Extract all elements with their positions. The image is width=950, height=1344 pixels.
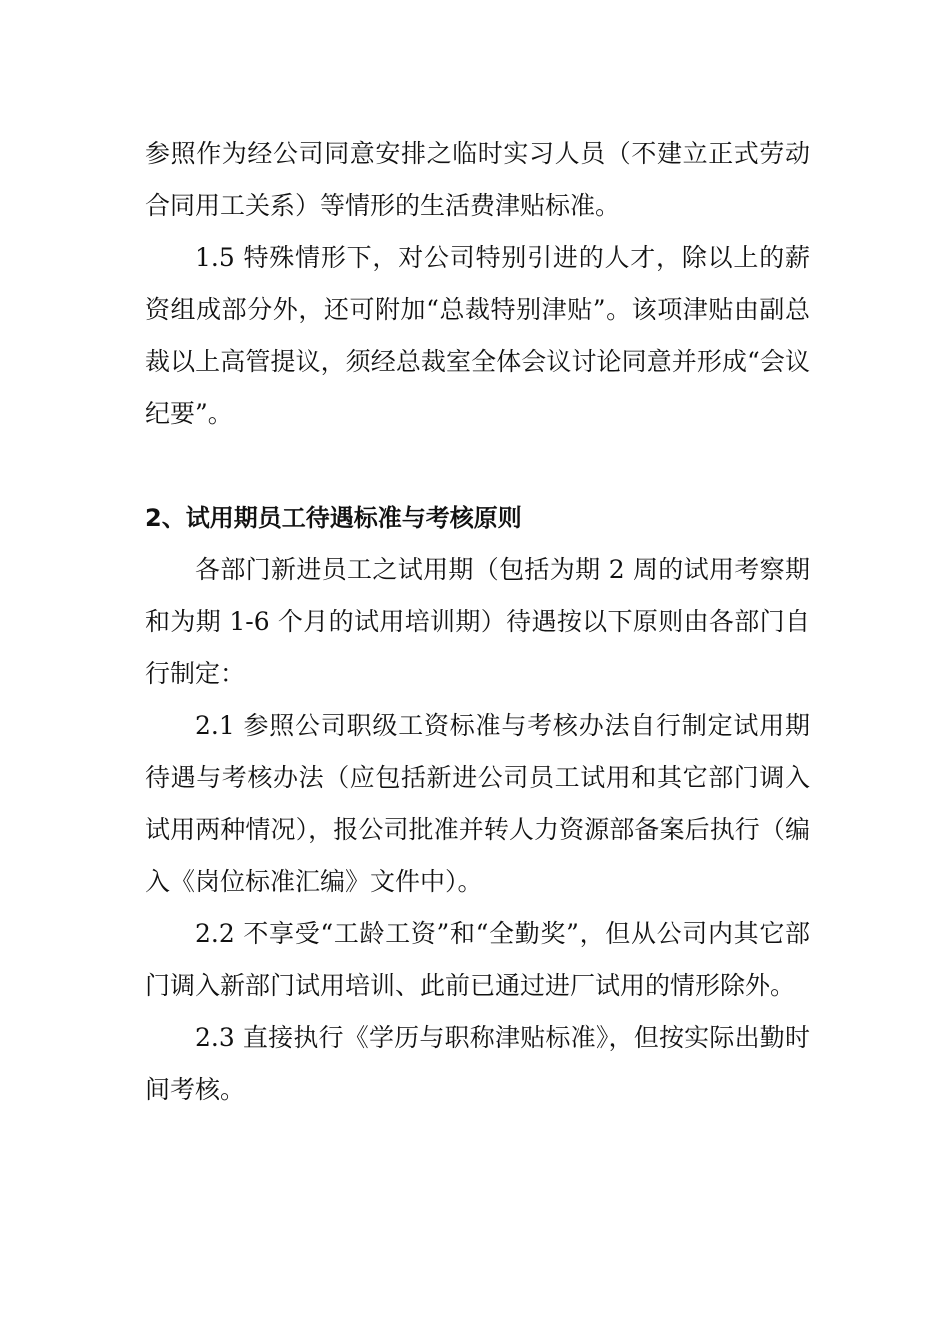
- paragraph-spacer: [145, 440, 810, 492]
- document-body: [145, 128, 810, 1116]
- section-heading-probation: 2、试用期员工待遇标准与考核原则: [145, 504, 522, 532]
- paragraph-2-3: 2.3 直接执行《学历与职称津贴标准》，但按实际出勤时间考核。: [145, 1023, 810, 1104]
- paragraph-2-2: 2.2 不享受“工龄工资”和“全勤奖”，但从公司内其它部门调入新部门试用培训、此前已通过进厂试用的情形除外。: [145, 919, 810, 1000]
- paragraph-probation-intro: 各部门新进员工之试用期（包括为期 2 周的试用考察期和为期 1-6 个月的试用培训期）待遇按以下原则由各部门自行制定：: [145, 555, 810, 688]
- paragraph-1-5-special-allowance: 1.5 特殊情形下，对公司特别引进的人才，除以上的薪资组成部分外，还可附加“总裁特别津贴”。该项津贴由副总裁以上高管提议，须经总裁室全体会议讨论同意并形成“会议纪要”。: [145, 243, 810, 428]
- paragraph-2-1: 2.1 参照公司职级工资标准与考核办法自行制定试用期待遇与考核办法（应包括新进公司员工试用和其它部门调入试用两种情况），报公司批准并转人力资源部备案后执行（编入《岗位标准汇编》文件中）。: [145, 711, 810, 896]
- paragraph-living-allowance: 参照作为经公司同意安排之临时实习人员（不建立正式劳动合同用工关系）等情形的生活费津贴标准。: [145, 139, 810, 220]
